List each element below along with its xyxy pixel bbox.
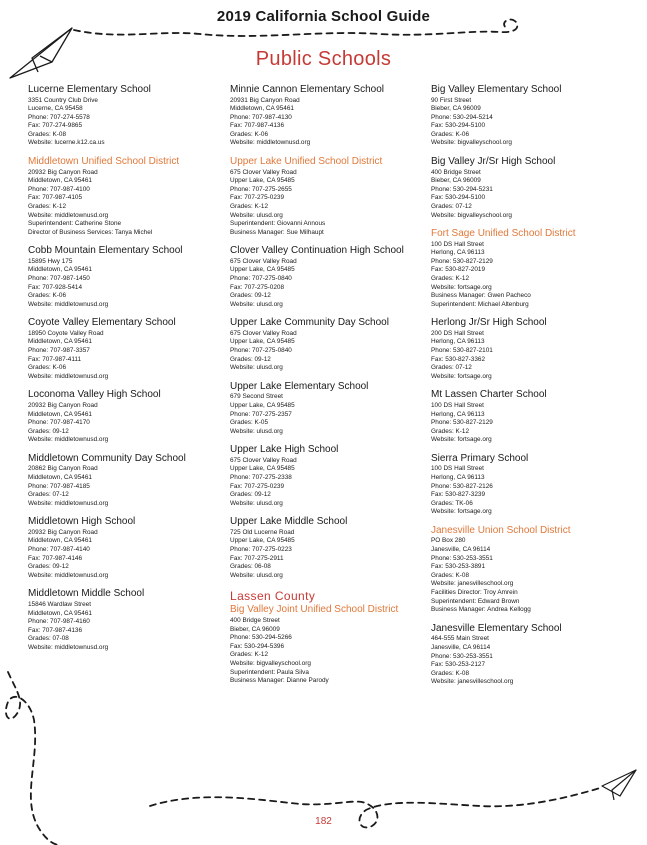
school-entry bbox=[28, 389, 220, 444]
entry-detail-line: Phone: 707-987-3357 bbox=[28, 347, 90, 355]
entry-detail-line: Fax: 530-827-2019 bbox=[431, 266, 486, 274]
entry-detail-line: Phone: 707-987-1450 bbox=[28, 275, 90, 282]
entry-detail-line: Middletown, CA 95461 bbox=[28, 410, 92, 418]
entry-detail-line: 400 Bridge Street bbox=[431, 168, 481, 176]
entry-detail-line: Superintendent: Giovanni Annous bbox=[230, 220, 326, 228]
entry-detail-line: Fax: 707-275-2911 bbox=[230, 554, 284, 562]
entry-detail-line: 15846 Wardlaw Street bbox=[28, 600, 91, 608]
entry-detail-line: Fax: 707-987-4136 bbox=[28, 626, 83, 634]
school-name: Lucerne Elementary School bbox=[28, 84, 151, 95]
school-entry bbox=[230, 381, 422, 436]
entry-detail-line: Fax: 707-275-0239 bbox=[230, 482, 285, 490]
school-name: Upper Lake Middle School bbox=[230, 516, 348, 528]
school-name: Cobb Mountain Elementary School bbox=[28, 245, 183, 257]
entry-detail-line: 464-555 Main Street bbox=[431, 635, 489, 643]
entry-detail-line: Fax: 530-294-5100 bbox=[431, 122, 486, 130]
entry-detail-line: Website: lucerne.k12.ca.us bbox=[28, 139, 105, 147]
school-entry bbox=[431, 389, 623, 444]
school-name: Big Valley Elementary School bbox=[431, 84, 562, 95]
entry-detail-line: Phone: 530-827-2101 bbox=[431, 347, 493, 355]
entry-detail-line: 675 Clover Valley Road bbox=[230, 168, 297, 176]
entry-detail-line: Grades: 09-12 bbox=[230, 491, 271, 499]
entry-detail-line: 20932 Big Canyon Road bbox=[28, 528, 98, 536]
entry-detail-line: Middletown, CA 95461 bbox=[230, 105, 294, 113]
district-name: Middletown Unified School District bbox=[28, 156, 180, 168]
entry-detail-line: Website: fortsage.org bbox=[431, 283, 492, 291]
entry-detail-line: Website: fortsage.org bbox=[431, 372, 492, 380]
entry-detail-line: Business Manager: Gwen Pacheco bbox=[431, 292, 531, 300]
entry-detail-line: Grades: 06-08 bbox=[230, 563, 271, 571]
entry-detail-line: Superintendent: Edward Brown bbox=[431, 597, 520, 605]
entry-detail-line: Phone: 707-987-4185 bbox=[28, 482, 90, 490]
school-entry bbox=[28, 516, 220, 580]
entry-detail-line: Director of Business Services: Tanya Michel bbox=[28, 228, 153, 236]
entry-detail-line: Bieber, CA 96009 bbox=[431, 177, 481, 185]
school-entry bbox=[230, 245, 422, 309]
district-name: Big Valley Joint Unified School District bbox=[230, 604, 399, 616]
school-entry bbox=[230, 84, 422, 148]
entry-detail-line: Grades: K-12 bbox=[431, 275, 470, 282]
entry-detail-line: Grades: K-08 bbox=[28, 130, 67, 138]
entry-detail-line: Phone: 707-987-4130 bbox=[230, 113, 292, 121]
entry-detail-line: Phone: 530-253-3551 bbox=[431, 652, 493, 660]
school-name: Upper Lake Community Day School bbox=[230, 317, 389, 329]
entry-detail-line: Fax: 530-253-2127 bbox=[431, 661, 486, 669]
entry-detail-line: 679 Second Street bbox=[230, 393, 283, 401]
entry-detail-line: Fax: 530-294-5100 bbox=[431, 194, 486, 202]
entry-detail-line: Phone: 707-275-2357 bbox=[230, 410, 292, 418]
entry-detail-line: Phone: 530-827-2126 bbox=[431, 482, 493, 490]
school-name: Loconoma Valley High School bbox=[28, 389, 161, 401]
school-entry bbox=[431, 84, 623, 148]
entry-detail-line: Janesville, CA 96114 bbox=[431, 643, 491, 651]
entry-detail-line: Upper Lake, CA 95485 bbox=[230, 338, 295, 346]
entry-detail-line: Grades: K-12 bbox=[230, 202, 269, 210]
school-name: Janesville Elementary School bbox=[431, 622, 562, 634]
entry-detail-line: 90 First Street bbox=[431, 96, 472, 104]
entry-detail-line: Grades: K-08 bbox=[431, 571, 470, 579]
entry-detail-line: Website: janesvilleschool.org bbox=[431, 580, 514, 588]
entry-detail-line: Fax: 530-253-3891 bbox=[431, 563, 486, 571]
school-name: Middletown Middle School bbox=[28, 588, 145, 600]
entry-detail-line: Website: middletownusd.org bbox=[230, 139, 311, 147]
school-entry bbox=[28, 588, 220, 652]
entry-detail-line: Website: middletownusd.org bbox=[28, 300, 109, 308]
entry-detail-line: Website: fortsage.org bbox=[431, 508, 492, 516]
entry-detail-line: Grades: K-12 bbox=[431, 427, 470, 435]
entry-detail-line: Herlong, CA 96113 bbox=[431, 410, 485, 418]
entry-detail-line: Phone: 530-827-2129 bbox=[431, 419, 493, 427]
entry-detail-line: Grades: K-12 bbox=[28, 202, 67, 210]
entry-detail-line: Fax: 707-987-4105 bbox=[28, 194, 83, 202]
school-entry bbox=[28, 317, 220, 381]
entry-detail-line: Fax: 530-294-5396 bbox=[230, 642, 285, 650]
entry-detail-line: Website: ulusd.org bbox=[230, 211, 283, 219]
school-name: Middletown High School bbox=[28, 516, 136, 528]
entry-detail-line: Herlong, CA 96113 bbox=[431, 249, 485, 257]
school-entry bbox=[431, 453, 623, 517]
entry-detail-line: Herlong, CA 96113 bbox=[431, 338, 485, 346]
entry-detail-line: 725 Old Lucerne Road bbox=[230, 528, 295, 536]
school-entry bbox=[431, 156, 623, 220]
entry-detail-line: Phone: 707-275-2655 bbox=[230, 185, 292, 193]
entry-detail-line: 100 DS Hall Street bbox=[431, 465, 484, 473]
entry-detail-line: Fax: 707-987-4146 bbox=[28, 554, 83, 562]
entry-detail-line: Business Manager: Dianne Parody bbox=[230, 677, 329, 685]
district-entry bbox=[431, 228, 623, 309]
entry-detail-line: Website: ulusd.org bbox=[230, 499, 283, 507]
school-name: Clover Valley Continuation High School bbox=[230, 245, 404, 257]
district-entry bbox=[230, 588, 422, 685]
entry-detail-line: Website: ulusd.org bbox=[230, 300, 283, 308]
entry-detail-line: 675 Clover Valley Road bbox=[230, 257, 297, 265]
entry-detail-line: PO Box 280 bbox=[431, 537, 466, 545]
district-entry bbox=[431, 525, 623, 615]
entry-detail-line: Herlong, CA 96113 bbox=[431, 474, 485, 481]
entry-detail-line: Phone: 530-294-5231 bbox=[431, 185, 493, 193]
entry-detail-line: Website: bigvalleyschool.org bbox=[230, 659, 311, 667]
entry-detail-line: Grades: 09-12 bbox=[230, 355, 271, 363]
school-name: Herlong Jr/Sr High School bbox=[431, 317, 547, 329]
entry-detail-line: Grades: TK-06 bbox=[431, 499, 473, 507]
entry-detail-line: Phone: 530-827-2129 bbox=[431, 257, 493, 265]
entry-detail-line: Website: middletownusd.org bbox=[28, 571, 109, 579]
entry-detail-line: Website: middletownusd.org bbox=[28, 211, 109, 219]
entry-detail-line: Phone: 530-253-3551 bbox=[431, 554, 493, 562]
entry-detail-line: Upper Lake, CA 95485 bbox=[230, 537, 295, 545]
entry-detail-line: Phone: 707-275-0840 bbox=[230, 275, 292, 282]
entry-detail-line: Grades: K-08 bbox=[431, 669, 470, 677]
district-name: Fort Sage Unified School District bbox=[431, 228, 576, 240]
entry-detail-line: Website: ulusd.org bbox=[230, 427, 283, 435]
county-heading: Lassen County bbox=[230, 589, 316, 604]
section-title: Public Schools bbox=[255, 48, 392, 70]
entry-detail-line: Superintendent: Catherine Stone bbox=[28, 220, 122, 228]
entry-detail-line: 15895 Hwy 175 bbox=[28, 257, 73, 265]
entry-detail-line: Grades: K-06 bbox=[28, 364, 67, 372]
school-name: Mt Lassen Charter School bbox=[431, 389, 547, 401]
entry-detail-line: Superintendent: Paula Silva bbox=[230, 668, 309, 676]
entry-detail-line: Fax: 707-928-5414 bbox=[28, 283, 83, 291]
entry-detail-line: Bieber, CA 96009 bbox=[431, 105, 481, 113]
school-name: Minnie Cannon Elementary School bbox=[230, 84, 384, 95]
entry-detail-line: Website: middletownusd.org bbox=[28, 436, 109, 444]
school-name: Upper Lake High School bbox=[230, 444, 339, 456]
entry-detail-line: Fax: 530-827-3239 bbox=[431, 491, 486, 499]
entry-detail-line: Website: ulusd.org bbox=[230, 571, 283, 579]
entry-detail-line: Grades: 09-12 bbox=[28, 427, 69, 435]
school-entry bbox=[28, 245, 220, 309]
district-entry bbox=[28, 156, 220, 237]
entry-detail-line: 3351 Country Club Drive bbox=[28, 96, 98, 104]
entry-detail-line: Lucerne, CA 95458 bbox=[28, 105, 83, 113]
entry-detail-line: Middletown, CA 95461 bbox=[28, 537, 92, 545]
entry-detail-line: Website: bigvalleyschool.org bbox=[431, 139, 512, 147]
paper-airplane-icon-bottom bbox=[602, 770, 636, 800]
entry-detail-line: Middletown, CA 95461 bbox=[28, 338, 92, 346]
directory-column-1 bbox=[28, 84, 220, 661]
entry-detail-line: Facilities Director: Troy Amrein bbox=[431, 589, 518, 597]
entry-detail-line: Phone: 707-987-4140 bbox=[28, 546, 90, 554]
entry-detail-line: Grades: 07-12 bbox=[431, 202, 472, 210]
entry-detail-line: Grades: 09-12 bbox=[230, 292, 271, 300]
entry-detail-line: Fax: 707-274-9865 bbox=[28, 122, 83, 130]
entry-detail-line: Phone: 707-275-0223 bbox=[230, 546, 292, 554]
entry-detail-line: 200 DS Hall Street bbox=[431, 329, 484, 337]
entry-detail-line: Upper Lake, CA 95485 bbox=[230, 266, 295, 274]
school-name: Big Valley Jr/Sr High School bbox=[431, 156, 556, 168]
entry-detail-line: Website: middletownusd.org bbox=[28, 372, 109, 380]
school-name: Sierra Primary School bbox=[431, 452, 529, 464]
entry-detail-line: Website: middletownusd.org bbox=[28, 499, 109, 507]
entry-detail-line: Website: ulusd.org bbox=[230, 364, 283, 372]
directory-column-2 bbox=[230, 84, 422, 694]
entry-detail-line: Website: bigvalleyschool.org bbox=[431, 211, 512, 219]
page-number: 182 bbox=[315, 816, 332, 827]
school-entry bbox=[431, 317, 623, 381]
school-name: Middletown Community Day School bbox=[28, 452, 186, 464]
school-entry bbox=[230, 444, 422, 508]
entry-detail-line: Middletown, CA 95461 bbox=[28, 266, 92, 274]
entry-detail-line: Business Manager: Andrea Kellogg bbox=[431, 606, 531, 614]
entry-detail-line: Phone: 707-987-4160 bbox=[28, 618, 90, 626]
entry-detail-line: Middletown, CA 95461 bbox=[28, 177, 92, 185]
entry-detail-line: Phone: 707-987-4170 bbox=[28, 419, 90, 427]
entry-detail-line: Janesville, CA 96114 bbox=[431, 546, 491, 554]
entry-detail-line: Fax: 707-275-0208 bbox=[230, 283, 285, 291]
entry-detail-line: Superintendent: Michael Altenburg bbox=[431, 300, 529, 308]
entry-detail-line: Upper Lake, CA 95485 bbox=[230, 465, 295, 473]
entry-detail-line: 400 Bridge Street bbox=[230, 616, 280, 624]
entry-detail-line: 100 DS Hall Street bbox=[431, 401, 484, 409]
school-entry bbox=[230, 317, 422, 372]
district-name: Janesville Union School District bbox=[431, 524, 571, 536]
entry-detail-line: Middletown, CA 95461 bbox=[28, 609, 92, 617]
entry-detail-line: Grades: 07-08 bbox=[28, 635, 69, 643]
entry-detail-line: Grades: K-12 bbox=[230, 651, 269, 659]
guide-title: 2019 California School Guide bbox=[216, 8, 431, 25]
entry-detail-line: Bieber, CA 96009 bbox=[230, 625, 280, 633]
entry-detail-line: 675 Clover Valley Road bbox=[230, 329, 297, 337]
entry-detail-line: 675 Clover Valley Road bbox=[230, 456, 297, 464]
entry-detail-line: 20931 Big Canyon Road bbox=[230, 96, 300, 104]
school-entry bbox=[230, 516, 422, 580]
entry-detail-line: Grades: K-05 bbox=[230, 419, 269, 427]
entry-detail-line: Upper Lake, CA 95485 bbox=[230, 177, 295, 185]
entry-detail-line: 20932 Big Canyon Road bbox=[28, 168, 98, 176]
entry-detail-line: Phone: 707-275-2338 bbox=[230, 474, 292, 481]
entry-detail-line: 20862 Big Canyon Road bbox=[28, 465, 98, 473]
entry-detail-line: 18950 Coyote Valley Road bbox=[28, 329, 104, 337]
entry-detail-line: 100 DS Hall Street bbox=[431, 240, 484, 248]
entry-detail-line: Phone: 707-987-4100 bbox=[28, 185, 90, 193]
entry-detail-line: Phone: 707-274-5578 bbox=[28, 113, 90, 121]
entry-detail-line: Phone: 530-294-5214 bbox=[431, 113, 493, 121]
school-name: Coyote Valley Elementary School bbox=[28, 317, 176, 329]
entry-detail-line: 20932 Big Canyon Road bbox=[28, 401, 98, 409]
entry-detail-line: Grades: K-06 bbox=[28, 292, 67, 300]
entry-detail-line: Fax: 530-827-3362 bbox=[431, 355, 486, 363]
entry-detail-line: Fax: 707-987-4136 bbox=[230, 122, 285, 130]
entry-detail-line: Grades: K-06 bbox=[431, 130, 470, 138]
school-entry bbox=[28, 84, 220, 148]
entry-detail-line: Fax: 707-275-0239 bbox=[230, 194, 285, 202]
district-name: Upper Lake Unified School District bbox=[230, 156, 383, 168]
entry-detail-line: Grades: K-06 bbox=[230, 130, 269, 138]
entry-detail-line: Phone: 530-294-5266 bbox=[230, 634, 292, 642]
entry-detail-line: Website: middletownusd.org bbox=[28, 643, 109, 651]
entry-detail-line: Website: janesvilleschool.org bbox=[431, 678, 514, 686]
entry-detail-line: Website: fortsage.org bbox=[431, 436, 492, 444]
entry-detail-line: Middletown, CA 95461 bbox=[28, 474, 92, 481]
entry-detail-line: Phone: 707-275-0840 bbox=[230, 347, 292, 355]
school-entry bbox=[28, 453, 220, 508]
entry-detail-line: Grades: 07-12 bbox=[431, 364, 472, 372]
district-entry bbox=[230, 156, 422, 237]
school-name: Upper Lake Elementary School bbox=[230, 380, 369, 392]
entry-detail-line: Grades: 07-12 bbox=[28, 491, 69, 499]
school-entry bbox=[431, 623, 623, 687]
entry-detail-line: Upper Lake, CA 95485 bbox=[230, 401, 295, 409]
entry-detail-line: Grades: 09-12 bbox=[28, 563, 69, 571]
entry-detail-line: Fax: 707-987-4111 bbox=[28, 355, 82, 363]
entry-detail-line: Business Manager: Sue Milhaupt bbox=[230, 228, 324, 236]
directory-column-3 bbox=[431, 84, 623, 695]
